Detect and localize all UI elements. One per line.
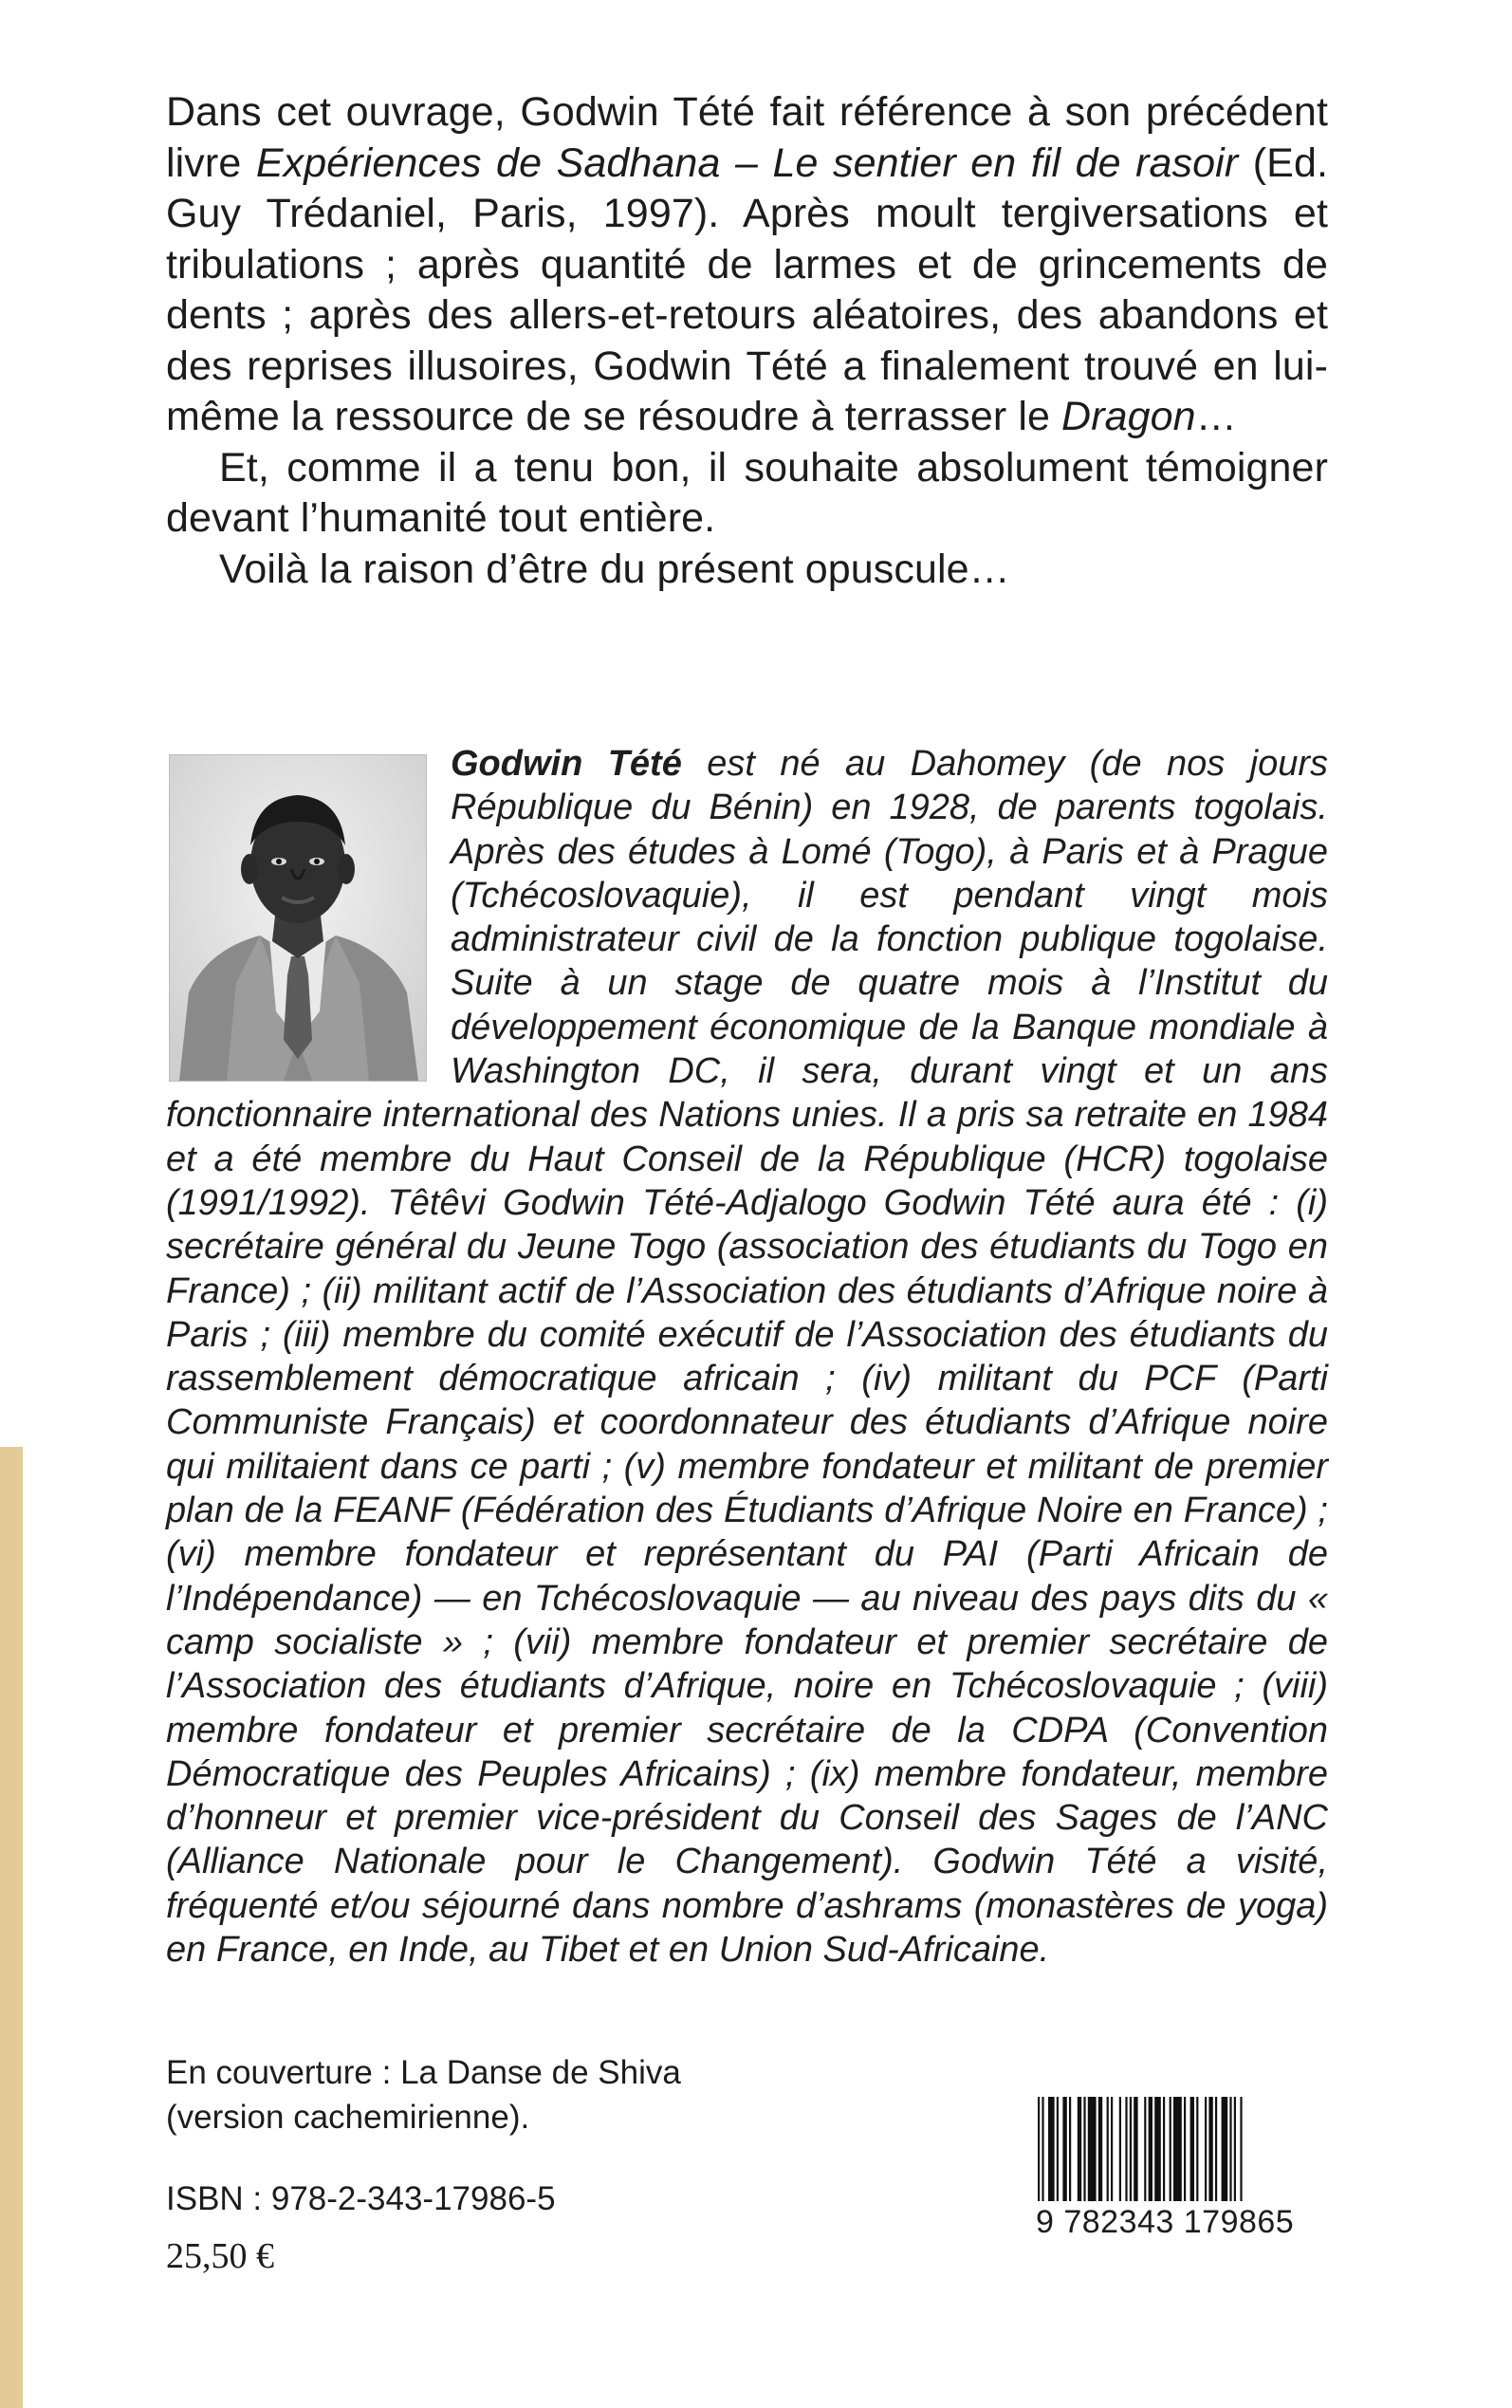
- barcode-bar: [1098, 2097, 1102, 2201]
- barcode-digits: 9 782343 179865: [1036, 2203, 1330, 2241]
- barcode-bar: [1240, 2097, 1242, 2201]
- dragon-word: Dragon: [1061, 394, 1196, 439]
- barcode-bar: [1107, 2097, 1109, 2201]
- barcode-bar: [1038, 2097, 1040, 2201]
- cover-credit-line-2: (version cachemirienne).: [166, 2099, 530, 2136]
- barcode-bar: [1111, 2097, 1113, 2201]
- barcode-bar: [1190, 2097, 1194, 2201]
- intro-text: [166, 87, 1328, 595]
- barcode-bar: [1057, 2097, 1059, 2201]
- price: 25,50 €: [166, 2236, 274, 2276]
- book-title: Expériences de Sadhana – Le sentier en fil de rasoir: [255, 139, 1239, 186]
- intro-text-part: …: [1195, 394, 1237, 439]
- barcode-bar: [1088, 2097, 1097, 2201]
- barcode-bar: [1205, 2097, 1207, 2201]
- barcode-bar: [1078, 2097, 1081, 2201]
- bio-text: est né au Dahomey (de nos jours République du Bénin) en 1928, de parents togolais. Après des études à Lomé (Togo), à Paris et à Prague (Tchécoslovaquie), il est pendant vingt mois administrateur civil de la fonction publique togolaise. Suite à un stage de quatre mois à l’Institut du développement économique de la Banque mondiale à Washington DC, il sera, durant vingt et un ans fonctionnaire international des Nations unies. Il a pris sa retraite en 1984 et a été membre du Haut Conseil de la République (HCR) togolaise (1991/1992). Têtêvi Godwin Tété-Adjalogo Godwin Tété aura été : (i) secrétaire général du Jeune Togo (association des étudiants du Togo en France) ; (ii) militant actif de l’Association des étudiants d’Afrique noire à Paris ; (iii) membre du comité exécutif de l’Association des étudiants du rassemblement démocratique africain ; (iv) militant du PCF (Parti Communiste Français) et coordonnateur des étudiants d’Afrique noire qui militaient dans ce parti ; (v) membre fondateur et militant de premier plan de la FEANF (Fédération des Étudiants d’Afrique Noire en France) ; (vi) membre fondateur et représentant du PAI (Parti Africain de l’Indépendance) — en Tchécoslovaquie — au niveau des pays dits du « camp socialiste » ; (vii) membre fondateur et premier secrétaire de l’Association des étudiants d’Afrique, noire en Tchécoslovaquie ; (viii) membre fondateur et premier secrétaire de la CDPA (Convention Démocratique des Peuples Africains) ; (ix) membre fondateur, membre d’honneur et premier vice-président du Conseil des Sages de l’ANC (Alliance Nationale pour le Changement). Godwin Tété a visité, fréquenté et/ou séjourné dans nombre d’ashrams (monastères de yoga) en France, en Inde, au Tibet et en Union Sud-Africaine.: [166, 744, 1328, 1971]
- cover-credit: [166, 2050, 681, 2139]
- barcode-bar: [1234, 2097, 1236, 2201]
- barcode-bar: [1048, 2097, 1055, 2201]
- intro-paragraph-2: Et, comme il a tenu bon, il souhaite absolument témoigner devant l’humanité tout entière.: [166, 444, 1328, 541]
- photo-spacer: [166, 742, 451, 1093]
- author-name: Godwin Tété: [451, 744, 682, 784]
- barcode-bar: [1229, 2097, 1231, 2201]
- intro-paragraph-3: Voilà la raison d’être du présent opuscule…: [219, 546, 1010, 592]
- barcode-bar: [1173, 2097, 1182, 2201]
- barcode-bar: [1149, 2097, 1152, 2201]
- barcode-bar: [1062, 2097, 1066, 2201]
- barcode-bar: [1125, 2097, 1127, 2201]
- barcode-bar: [1184, 2097, 1186, 2201]
- intro-paragraph-1: [166, 87, 1328, 443]
- barcode-bar: [1163, 2097, 1165, 2201]
- barcode-bar: [1130, 2097, 1132, 2201]
- side-color-strip: [0, 1447, 23, 2408]
- barcode-bar: [1119, 2097, 1121, 2201]
- barcode-bar: [1222, 2097, 1228, 2201]
- barcode-bar: [1083, 2097, 1085, 2201]
- author-biography: [166, 742, 1328, 1972]
- barcode-bar: [1170, 2097, 1171, 2201]
- barcode-bar: [1154, 2097, 1161, 2201]
- bio-paragraph: [166, 742, 1328, 1972]
- barcode-bar: [1196, 2097, 1198, 2201]
- barcode-bar: [1042, 2097, 1043, 2201]
- intro-text-part: Dans cet ouvrage, Godwin Tété fait référence à son précédent livre: [166, 89, 1328, 186]
- cover-credit-line-1: En couverture : La Danse de Shiva: [166, 2054, 681, 2091]
- intro-text-part: (Ed. Guy Trédaniel, Paris, 1997). Après moult tergiversations et tribulations ; après quantité de larmes et de grincements de dents ; après des allers-et-retours aléatoires, des abandons et des reprises illusoires, Godwin Tété a finalement trouvé en lui-même la ressource de se résoudre à terrasser le: [166, 139, 1329, 439]
- barcode-bar: [1215, 2097, 1217, 2201]
- barcode-bar: [1069, 2097, 1071, 2201]
- barcode-bar: [1144, 2097, 1146, 2201]
- isbn: ISBN : 978-2-343-17986-5: [166, 2180, 556, 2217]
- barcode-bar: [1208, 2097, 1212, 2201]
- barcode-bar: [1134, 2097, 1137, 2201]
